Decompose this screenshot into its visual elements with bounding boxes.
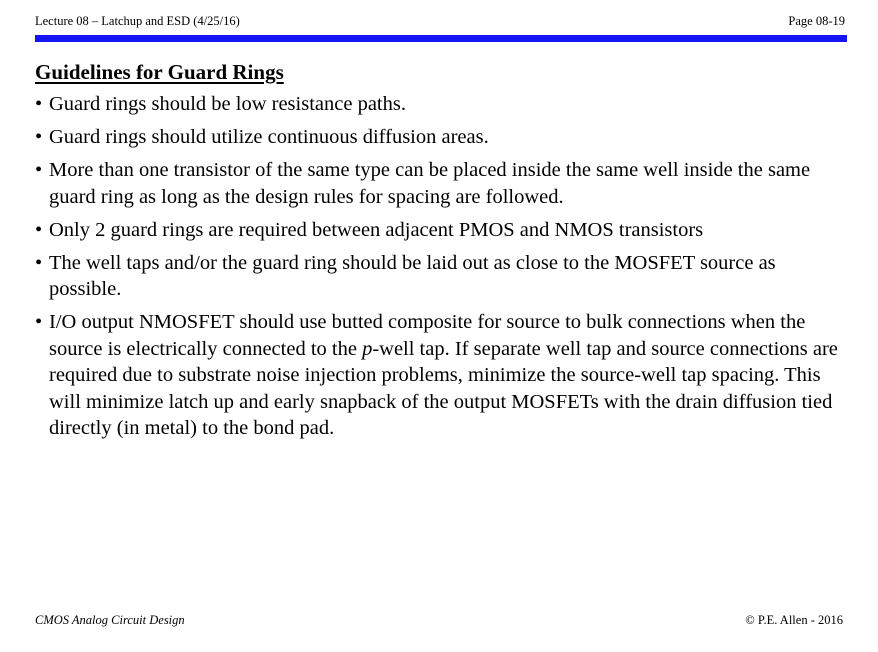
bullet-icon: •: [35, 251, 43, 274]
list-item-text: The well taps and/or the guard ring should be laid out as close to the MOSFET source as possible.: [49, 251, 776, 300]
list-item-text: Guard rings should utilize continuous diffusion areas.: [49, 126, 489, 148]
guideline-list: [35, 91, 850, 448]
copyright-footer: © P.E. Allen - 2016: [745, 613, 843, 627]
list-item: [35, 309, 850, 442]
list-item: [35, 124, 850, 151]
bullet-icon: •: [35, 311, 43, 333]
page-title: Guidelines for Guard Rings: [35, 60, 284, 84]
list-item-text: Only 2 guard rings are required between adjacent PMOS and NMOS transistors: [49, 218, 704, 241]
header-divider: [35, 35, 847, 42]
bullet-icon: •: [35, 126, 43, 148]
list-item-text-end: -well tap. If separate well tap and source connections are required due to substrate noise injection problems, minimize the source-well tap spacing. This will minimize latch up and early snapback of the output MOSFETs with the drain diffusion tied directly (in metal) to the bond pad.: [49, 337, 838, 439]
list-item-text: [49, 311, 838, 439]
list-item: [35, 217, 850, 244]
list-item: [35, 157, 850, 210]
list-item: [35, 91, 850, 118]
bullet-icon: •: [35, 159, 43, 181]
list-item-text-start: I/O output NMOSFET should use butted composite for source to bulk connections when the source is electrically connected to the: [49, 311, 806, 360]
course-footer: CMOS Analog Circuit Design: [35, 613, 185, 627]
list-item-text: More than one transistor of the same type can be placed inside the same well inside the same guard ring as long as the design rules for spacing are followed.: [49, 159, 811, 208]
bullet-icon: •: [35, 218, 43, 241]
page-number: Page 08-19: [788, 14, 845, 28]
bullet-icon: •: [35, 93, 43, 115]
list-item: [35, 250, 850, 303]
lecture-header: Lecture 08 – Latchup and ESD (4/25/16): [35, 14, 240, 28]
list-item-text: Guard rings should be low resistance paths.: [49, 93, 406, 115]
italic-p: p: [362, 337, 373, 360]
